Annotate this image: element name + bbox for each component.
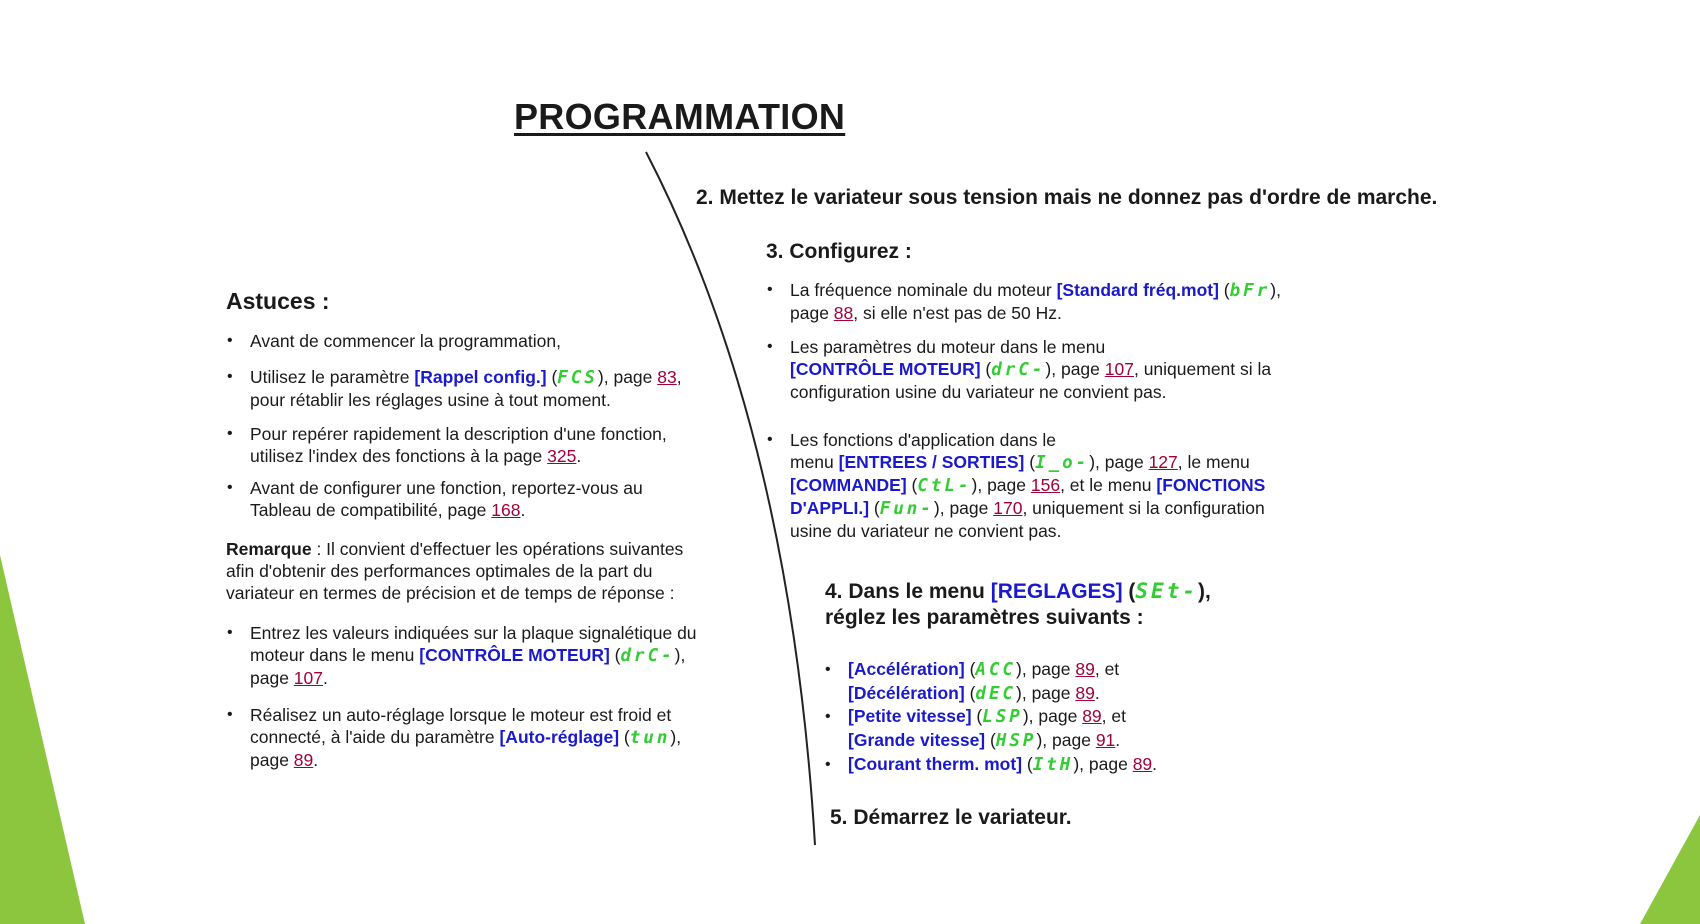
bullet-icon: • — [227, 624, 233, 641]
text: Pour repérer rapidement la description d'une fonction, — [250, 424, 667, 444]
text: , uniquement si la configuration — [1022, 498, 1265, 518]
text: , uniquement si la — [1133, 359, 1272, 379]
step4-item-1: • [Accélération] (ACC), page 89, et [Décélération] (dEC), page 89. — [825, 659, 1120, 704]
page-title: PROGRAMMATION — [514, 96, 846, 137]
param-code: SEt- — [1135, 579, 1198, 603]
text: . — [576, 446, 582, 466]
page-link[interactable]: 89 — [1082, 706, 1102, 726]
page-link[interactable]: 107 — [1104, 359, 1134, 379]
page-link[interactable]: 170 — [993, 498, 1023, 518]
text: 4. Dans le menu — [825, 580, 991, 603]
text: . — [1115, 730, 1121, 750]
bullet-icon: • — [227, 332, 233, 349]
text: , si elle n'est pas de 50 Hz. — [853, 303, 1062, 323]
bullet-icon: • — [825, 661, 831, 678]
text: , page — [1021, 683, 1076, 703]
text: Avant de commencer la programmation, — [250, 331, 561, 351]
param-code: I_o- — [1035, 453, 1090, 473]
text: , page — [977, 475, 1031, 495]
text: . — [323, 668, 328, 688]
text: usine du variateur ne convient pas. — [790, 521, 1062, 541]
bullet-icon: • — [227, 479, 233, 496]
text: afin d'obtenir des performances optimales de la part du — [226, 561, 653, 581]
bullet-icon: • — [767, 431, 773, 448]
bullet-icon: • — [227, 425, 233, 442]
text: , — [676, 367, 682, 387]
text: . — [1152, 754, 1158, 774]
text: , — [680, 645, 686, 665]
left-green-triangle — [0, 555, 85, 924]
param-name: [Auto-réglage] — [499, 727, 620, 747]
text: Avant de configurer une fonction, reportez-vous au — [250, 478, 643, 498]
text: Réalisez un auto-réglage lorsque le moteur est froid et — [250, 705, 672, 725]
page-link[interactable]: 88 — [833, 303, 854, 323]
astuce-item-4 — [227, 477, 643, 521]
param-name: [Courant therm. mot] — [848, 754, 1023, 774]
text: La fréquence nominale du moteur — [790, 280, 1057, 300]
page-link[interactable]: 89 — [1132, 754, 1153, 774]
step4-item-3: • [Courant therm. mot] (ItH), page 89. — [825, 754, 1158, 775]
text: , page — [1051, 359, 1105, 379]
param-code: Fun- — [879, 499, 934, 519]
param-code: FCS — [557, 368, 598, 388]
text: , et le menu — [1060, 475, 1157, 495]
text: Tableau de compatibilité, page — [250, 500, 492, 520]
page-link[interactable]: 89 — [293, 750, 314, 770]
text: page — [250, 750, 294, 770]
param-code: ItH — [1032, 755, 1074, 775]
text: . — [313, 750, 319, 770]
param-code: HSP — [995, 731, 1037, 751]
text: page — [790, 303, 834, 323]
param-code: LSP — [982, 707, 1023, 727]
remarque-paragraph — [226, 538, 683, 604]
text: connecté, à l'aide du paramètre — [250, 727, 500, 747]
param-name: [REGLAGES] — [990, 580, 1123, 603]
param-name: D'APPLI.] — [790, 498, 870, 518]
text: réglez les paramètres suivants : — [825, 606, 1144, 629]
astuce-item-3 — [227, 423, 667, 467]
step-2: 2. Mettez le variateur sous tension mais ne donnez pas d'ordre de marche. — [696, 186, 1438, 209]
param-code: CtL- — [917, 476, 972, 496]
astuce-item-2: • Utilisez le paramètre [Rappel config.] (FCS), page 83, pour rétablir les réglages usine à tout moment. — [227, 367, 682, 410]
text: configuration usine du variateur ne convient pas. — [790, 382, 1167, 402]
page-link[interactable]: 89 — [1075, 659, 1095, 679]
param-code: drC- — [620, 646, 675, 666]
text: , et — [1094, 659, 1120, 679]
bullet-icon: • — [825, 708, 831, 725]
text: page — [250, 668, 294, 688]
page-link[interactable]: 107 — [293, 668, 323, 688]
text: : Il convient d'effectuer les opérations suivantes — [311, 539, 684, 559]
remarque-label: Remarque — [226, 539, 312, 559]
param-name: [FONCTIONS — [1156, 475, 1266, 495]
astuces-heading: Astuces : — [226, 288, 330, 314]
param-name: [CONTRÔLE MOTEUR] — [419, 645, 610, 665]
text: , et — [1101, 706, 1126, 726]
text: , — [1204, 580, 1211, 603]
text: , page — [1021, 659, 1076, 679]
param-code: dEC — [975, 684, 1017, 704]
step-5: 5. Démarrez le variateur. — [830, 806, 1072, 829]
text: Utilisez le paramètre — [250, 367, 415, 387]
bullet-icon: • — [767, 338, 773, 355]
page-link[interactable]: 83 — [657, 367, 677, 387]
astuce-item-5: • Entrez les valeurs indiquées sur la plaque signalétique du moteur dans le menu [CONTRÔLE MOTEUR] (drC-), page 107. — [227, 623, 697, 688]
text: Les fonctions d'application dans le — [790, 430, 1057, 450]
step-4-heading: 4. Dans le menu [REGLAGES] (SEt-), réglez les paramètres suivants : — [825, 579, 1211, 629]
page-link[interactable]: 325 — [547, 446, 577, 466]
text: , le menu — [1177, 452, 1250, 472]
param-code: drC- — [991, 360, 1046, 380]
param-name: [Accélération] — [848, 659, 965, 679]
bullet-icon: • — [227, 706, 233, 723]
step-3-heading: 3. Configurez : — [766, 240, 912, 263]
text: , — [1276, 280, 1281, 300]
bullet-icon: • — [767, 281, 773, 298]
text: , page — [1042, 730, 1096, 750]
text: , — [676, 727, 682, 747]
text: menu — [790, 452, 839, 472]
text: , page — [1095, 452, 1149, 472]
text: utilisez l'index des fonctions à la page — [250, 446, 548, 466]
page-link[interactable]: 156 — [1030, 475, 1061, 495]
step4-item-2: • [Petite vitesse] (LSP), page 89, et [Grande vitesse] (HSP), page 91. — [825, 706, 1126, 751]
param-name: [COMMANDE] — [790, 475, 907, 495]
astuce-item-6: • Réalisez un auto-réglage lorsque le moteur est froid et connecté, à l'aide du paramètre [Auto-réglage] (tun), page 89. — [227, 705, 682, 770]
step3-item-3: • Les fonctions d'application dans le menu [ENTREES / SORTIES] (I_o-), page 127, le menu [COMMANDE] (CtL-), page 156, et le menu [FONCTIONS D'APPLI.] (Fun-), page 170, uniquement si la configuration usine du variateur ne convient pas. — [767, 430, 1266, 541]
param-name: [ENTREES / SORTIES] — [838, 452, 1025, 472]
bullet-icon: • — [227, 368, 233, 385]
text: , page — [1028, 706, 1083, 726]
text: . — [1094, 683, 1100, 703]
astuce-item-1 — [227, 330, 561, 352]
text: , page — [1079, 754, 1133, 774]
page-link[interactable]: 168 — [491, 500, 521, 520]
text: moteur dans le menu — [250, 645, 420, 665]
param-code: ACC — [975, 660, 1017, 680]
text: , page — [939, 498, 994, 518]
param-code: tun — [629, 728, 671, 748]
param-code: bFr — [1229, 281, 1271, 301]
page-link[interactable]: 91 — [1095, 730, 1116, 750]
bullet-icon: • — [825, 756, 831, 773]
param-name: [Décélération] — [848, 683, 965, 703]
text: pour rétablir les réglages usine à tout moment. — [250, 390, 611, 410]
step3-item-2: • Les paramètres du moteur dans le menu [CONTRÔLE MOTEUR] (drC-), page 107, uniquement si la configuration usine du variateur ne convient pas. — [767, 337, 1272, 402]
text: Les paramètres du moteur dans le menu — [790, 337, 1106, 357]
page-link[interactable]: 89 — [1075, 683, 1095, 703]
text: variateur en termes de précision et de temps de réponse : — [226, 583, 675, 603]
text: , page — [603, 367, 658, 387]
text: . — [520, 500, 526, 520]
param-name: [Grande vitesse] — [848, 730, 986, 750]
page-link[interactable]: 127 — [1148, 452, 1178, 472]
param-name: [Rappel config.] — [414, 367, 547, 387]
param-name: [Petite vitesse] — [848, 706, 972, 726]
right-green-triangle — [1640, 815, 1700, 924]
param-name: [Standard fréq.mot] — [1056, 280, 1219, 300]
text: Entrez les valeurs indiquées sur la plaque signalétique du — [250, 623, 697, 643]
step3-item-1: • La fréquence nominale du moteur [Standard fréq.mot] (bFr), page 88, si elle n'est pas de 50 Hz. — [767, 280, 1281, 323]
param-name: [CONTRÔLE MOTEUR] — [790, 359, 981, 379]
